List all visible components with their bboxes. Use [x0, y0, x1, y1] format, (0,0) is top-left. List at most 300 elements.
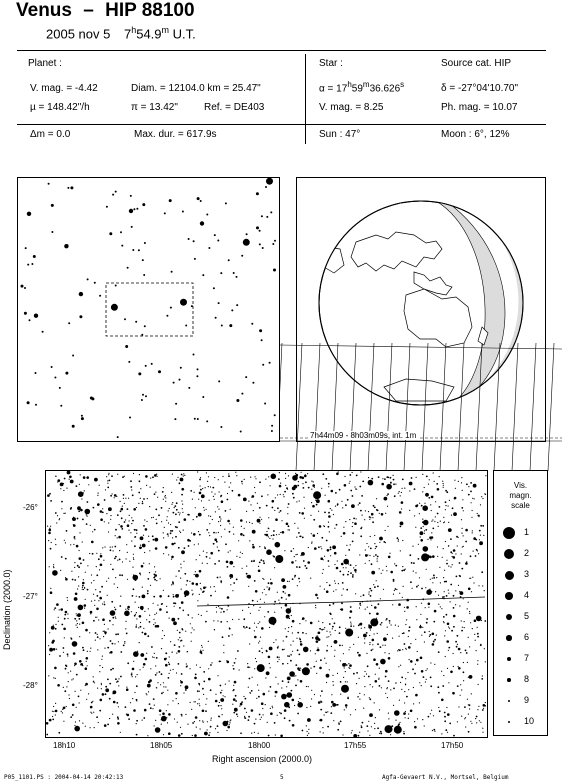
- map-star: [299, 623, 300, 624]
- map-star: [177, 722, 178, 723]
- map-star: [136, 720, 138, 722]
- map-star: [52, 719, 54, 721]
- map-star: [142, 587, 143, 588]
- map-star: [77, 588, 78, 589]
- map-star: [427, 539, 428, 540]
- map-star: [307, 735, 308, 736]
- map-star: [106, 581, 107, 582]
- map-star: [424, 725, 425, 726]
- map-star: [48, 675, 49, 676]
- map-star: [118, 706, 119, 707]
- map-star: [191, 641, 192, 642]
- map-star: [395, 625, 396, 626]
- map-star: [443, 675, 444, 676]
- map-star: [126, 633, 128, 635]
- map-star: [383, 637, 387, 641]
- map-star: [230, 578, 231, 579]
- map-star: [179, 637, 180, 638]
- map-star: [442, 596, 444, 598]
- map-star: [220, 525, 221, 526]
- finder-star: [240, 431, 242, 433]
- map-star: [270, 579, 271, 580]
- map-star: [385, 670, 388, 673]
- map-star: [330, 634, 331, 635]
- map-star: [110, 669, 112, 671]
- map-star: [473, 537, 476, 540]
- map-star: [178, 512, 179, 513]
- map-star: [167, 533, 169, 535]
- map-star: [210, 595, 212, 597]
- map-star: [394, 495, 396, 497]
- map-star: [422, 521, 424, 523]
- finder-star: [208, 247, 210, 249]
- map-star: [180, 640, 181, 641]
- map-star: [328, 500, 331, 503]
- map-star: [162, 603, 163, 604]
- map-star: [354, 569, 357, 572]
- map-star: [425, 681, 426, 682]
- map-star: [133, 559, 134, 560]
- finder-star: [241, 393, 243, 395]
- map-star: [268, 552, 269, 553]
- map-star: [350, 572, 352, 574]
- map-star: [359, 603, 361, 605]
- map-star: [406, 606, 409, 609]
- map-star: [229, 523, 230, 524]
- finder-star: [218, 302, 220, 304]
- map-star: [246, 511, 247, 512]
- map-star: [288, 627, 289, 628]
- finder-star: [135, 321, 137, 323]
- map-star: [385, 645, 386, 646]
- map-star: [360, 535, 362, 537]
- map-star: [297, 649, 299, 651]
- map-star: [146, 653, 147, 654]
- map-star: [298, 654, 300, 656]
- map-star: [110, 610, 116, 616]
- finder-star: [173, 382, 175, 384]
- map-star: [179, 632, 181, 634]
- map-star: [83, 649, 85, 651]
- map-star: [446, 640, 449, 643]
- map-star: [436, 483, 438, 485]
- map-star: [156, 657, 158, 659]
- map-star: [214, 493, 215, 494]
- map-star: [291, 690, 293, 692]
- map-star: [352, 574, 354, 576]
- finder-star: [193, 240, 195, 242]
- map-star: [210, 720, 211, 721]
- map-star: [207, 563, 208, 564]
- map-star: [64, 478, 66, 480]
- map-star: [66, 530, 68, 532]
- map-star: [422, 627, 423, 628]
- map-star: [61, 508, 62, 509]
- map-star: [92, 531, 93, 532]
- map-star: [228, 635, 230, 637]
- map-star: [323, 525, 324, 526]
- map-star: [248, 687, 249, 688]
- globe-path-label: 7h44m09 - 8h03m09s, int. 1m: [310, 431, 417, 440]
- map-star: [61, 624, 63, 626]
- map-star: [279, 657, 280, 658]
- map-star: [478, 585, 479, 586]
- map-star: [85, 726, 86, 727]
- map-star: [76, 615, 77, 616]
- ra-hour-unit: h: [347, 80, 352, 89]
- map-star: [274, 510, 275, 511]
- map-star: [400, 550, 401, 551]
- map-star: [391, 729, 392, 730]
- map-star: [213, 496, 214, 497]
- map-star: [120, 525, 123, 528]
- map-star: [244, 627, 245, 628]
- map-star: [385, 676, 387, 678]
- finder-star: [256, 192, 259, 195]
- map-star: [259, 562, 261, 564]
- map-star: [173, 596, 175, 598]
- map-star: [356, 672, 358, 674]
- map-star: [110, 515, 111, 516]
- map-star: [438, 526, 439, 527]
- map-star: [170, 524, 171, 525]
- map-star: [304, 508, 305, 509]
- map-star: [448, 647, 450, 649]
- map-star: [115, 678, 117, 680]
- map-star: [415, 572, 416, 573]
- map-star: [63, 721, 64, 722]
- map-star: [439, 476, 440, 477]
- map-star: [63, 628, 66, 631]
- map-star: [104, 724, 107, 727]
- map-star: [167, 722, 168, 723]
- map-star: [445, 656, 446, 657]
- map-star: [463, 546, 464, 547]
- map-star: [452, 507, 454, 509]
- map-star: [115, 634, 117, 636]
- map-star: [161, 521, 162, 522]
- map-star: [329, 631, 330, 632]
- map-star: [453, 607, 455, 609]
- map-star: [299, 639, 301, 641]
- map-star: [181, 673, 183, 675]
- finder-star: [35, 404, 37, 406]
- finder-star: [166, 315, 168, 317]
- map-star: [351, 504, 355, 508]
- right-ascension-axis-label: Right ascension (2000.0): [212, 754, 313, 764]
- map-star: [181, 494, 183, 496]
- map-star: [430, 662, 431, 663]
- map-star: [139, 596, 141, 598]
- map-star: [55, 628, 57, 630]
- map-star: [315, 636, 319, 640]
- map-star: [429, 636, 430, 637]
- map-star: [307, 561, 310, 564]
- map-star: [55, 710, 58, 713]
- map-star: [192, 499, 193, 500]
- map-star: [153, 603, 154, 604]
- map-star: [173, 512, 175, 514]
- map-star: [330, 712, 332, 714]
- map-star: [208, 678, 211, 681]
- map-star: [237, 716, 238, 717]
- map-star: [171, 530, 173, 532]
- map-star: [160, 684, 161, 685]
- map-star: [132, 698, 133, 699]
- star-source-catalog: Source cat. HIP: [441, 58, 512, 69]
- map-star: [435, 501, 436, 502]
- map-star: [146, 485, 147, 486]
- map-star: [255, 478, 256, 479]
- map-star: [188, 545, 190, 547]
- map-star: [82, 587, 83, 588]
- map-star: [372, 521, 374, 523]
- map-star: [441, 699, 444, 702]
- map-star: [337, 560, 338, 561]
- map-star: [414, 488, 416, 490]
- map-star: [344, 484, 347, 487]
- map-star: [86, 476, 89, 479]
- map-star: [79, 702, 80, 703]
- map-star: [97, 688, 98, 689]
- map-star: [82, 622, 85, 625]
- map-star: [219, 716, 220, 717]
- map-star: [243, 696, 244, 697]
- map-star: [115, 618, 116, 619]
- map-star: [260, 607, 261, 608]
- map-star: [239, 669, 240, 670]
- map-star: [379, 568, 380, 569]
- map-star: [204, 510, 205, 511]
- map-star: [167, 516, 168, 517]
- map-star: [227, 726, 230, 729]
- map-star: [174, 543, 176, 545]
- map-star: [118, 536, 121, 539]
- map-star: [93, 580, 94, 581]
- finder-star: [34, 314, 38, 318]
- map-star: [203, 551, 204, 552]
- finder-star: [127, 267, 129, 269]
- map-star: [233, 582, 235, 584]
- finder-star: [115, 285, 117, 287]
- scale-title-line2: magn.: [509, 491, 532, 500]
- path-grid-line: [386, 343, 392, 471]
- map-star: [229, 628, 231, 630]
- map-star: [318, 546, 320, 548]
- map-star: [74, 618, 76, 620]
- map-star: [433, 715, 434, 716]
- path-grid-line: [512, 343, 518, 471]
- scale-title-line3: scale: [511, 501, 530, 510]
- map-star: [320, 731, 321, 732]
- map-star: [221, 690, 222, 691]
- map-star: [292, 578, 294, 580]
- map-star: [124, 503, 125, 504]
- map-star: [345, 671, 346, 672]
- map-star: [368, 477, 369, 478]
- finder-star: [245, 376, 247, 378]
- map-star: [203, 671, 205, 673]
- map-star: [162, 630, 163, 631]
- map-star: [347, 681, 348, 682]
- map-star: [70, 507, 72, 509]
- map-star: [368, 721, 369, 722]
- map-star: [241, 701, 243, 703]
- map-star: [178, 703, 179, 704]
- map-star: [180, 685, 181, 686]
- map-star: [78, 576, 79, 577]
- map-star: [407, 672, 408, 673]
- map-star: [374, 543, 375, 544]
- map-star: [355, 593, 356, 594]
- map-star: [367, 665, 369, 667]
- map-star: [101, 688, 102, 689]
- map-star: [388, 657, 391, 660]
- finder-star: [214, 234, 216, 236]
- finder-star: [228, 259, 230, 261]
- map-star: [364, 627, 365, 628]
- map-star: [55, 512, 57, 514]
- map-star: [220, 698, 224, 702]
- map-star: [143, 717, 145, 719]
- scale-magnitude-label: 8: [524, 674, 530, 684]
- map-star: [475, 718, 476, 719]
- map-star: [468, 486, 469, 487]
- map-star: [257, 519, 261, 523]
- map-star: [142, 720, 143, 721]
- map-star: [369, 591, 370, 592]
- map-star: [479, 720, 480, 721]
- map-star: [390, 689, 391, 690]
- map-star: [233, 698, 236, 701]
- finder-star: [266, 178, 273, 185]
- map-star: [63, 652, 64, 653]
- map-star: [233, 712, 235, 714]
- map-star: [316, 650, 317, 651]
- map-star: [295, 560, 296, 561]
- map-star: [199, 479, 201, 481]
- map-star: [176, 653, 177, 654]
- map-star: [330, 555, 331, 556]
- map-star: [405, 648, 406, 649]
- map-star: [400, 649, 401, 650]
- map-star: [345, 555, 346, 556]
- map-star: [369, 642, 370, 643]
- map-star: [448, 650, 449, 651]
- map-star: [220, 520, 221, 521]
- map-star: [185, 631, 186, 632]
- map-star: [131, 540, 132, 541]
- map-star: [227, 621, 228, 622]
- map-star: [112, 643, 114, 645]
- map-star: [91, 541, 94, 544]
- map-star: [403, 586, 404, 587]
- map-star: [457, 721, 458, 722]
- finder-star: [136, 208, 138, 210]
- map-star: [187, 539, 190, 542]
- map-star: [288, 475, 289, 476]
- map-star: [195, 574, 199, 578]
- map-star: [369, 560, 370, 561]
- map-star: [104, 604, 106, 606]
- map-star: [428, 716, 430, 718]
- finder-star: [174, 418, 176, 420]
- map-star: [252, 546, 255, 549]
- map-star: [461, 620, 462, 621]
- scale-row: [494, 547, 547, 561]
- map-star: [294, 556, 295, 557]
- map-star: [420, 614, 421, 615]
- map-star: [378, 679, 379, 680]
- map-star: [431, 521, 432, 522]
- map-star: [481, 571, 483, 573]
- map-star: [238, 540, 239, 541]
- map-star: [234, 681, 237, 684]
- map-star: [210, 664, 212, 666]
- map-star: [430, 504, 431, 505]
- map-star: [398, 626, 399, 627]
- map-star: [201, 500, 202, 501]
- map-star: [285, 593, 286, 594]
- map-star: [204, 732, 208, 736]
- map-star: [449, 500, 450, 501]
- map-star: [447, 668, 448, 669]
- map-star: [100, 564, 103, 567]
- map-star: [202, 688, 204, 690]
- map-star: [295, 685, 297, 687]
- map-star: [254, 668, 255, 669]
- map-star: [227, 566, 229, 568]
- map-star: [330, 549, 332, 551]
- map-star: [138, 607, 139, 608]
- map-star: [304, 518, 305, 519]
- map-star: [79, 550, 80, 551]
- map-star: [399, 636, 400, 637]
- map-star: [364, 519, 365, 520]
- map-star: [202, 591, 204, 593]
- map-star: [463, 680, 464, 681]
- map-star: [473, 484, 477, 488]
- map-star: [387, 687, 388, 688]
- map-star: [197, 471, 198, 472]
- map-star: [279, 659, 280, 660]
- map-star: [453, 626, 455, 628]
- finder-star: [120, 231, 122, 233]
- map-star: [232, 490, 234, 492]
- map-star: [277, 647, 279, 649]
- map-star: [79, 618, 81, 620]
- map-star: [87, 651, 88, 652]
- map-star: [206, 509, 207, 510]
- map-star: [353, 518, 355, 520]
- map-star: [142, 632, 144, 634]
- map-star: [455, 488, 456, 489]
- map-star: [108, 507, 112, 511]
- map-star: [405, 684, 406, 685]
- sun-elongation: Sun : 47°: [319, 129, 361, 140]
- map-star: [107, 487, 109, 489]
- map-star: [307, 718, 311, 722]
- map-star: [153, 539, 155, 541]
- map-star: [207, 729, 208, 730]
- map-star: [111, 601, 113, 603]
- map-star: [310, 668, 311, 669]
- map-star: [265, 704, 266, 705]
- map-star: [452, 564, 453, 565]
- map-star: [315, 594, 318, 597]
- map-star: [440, 521, 441, 522]
- map-star: [374, 702, 375, 703]
